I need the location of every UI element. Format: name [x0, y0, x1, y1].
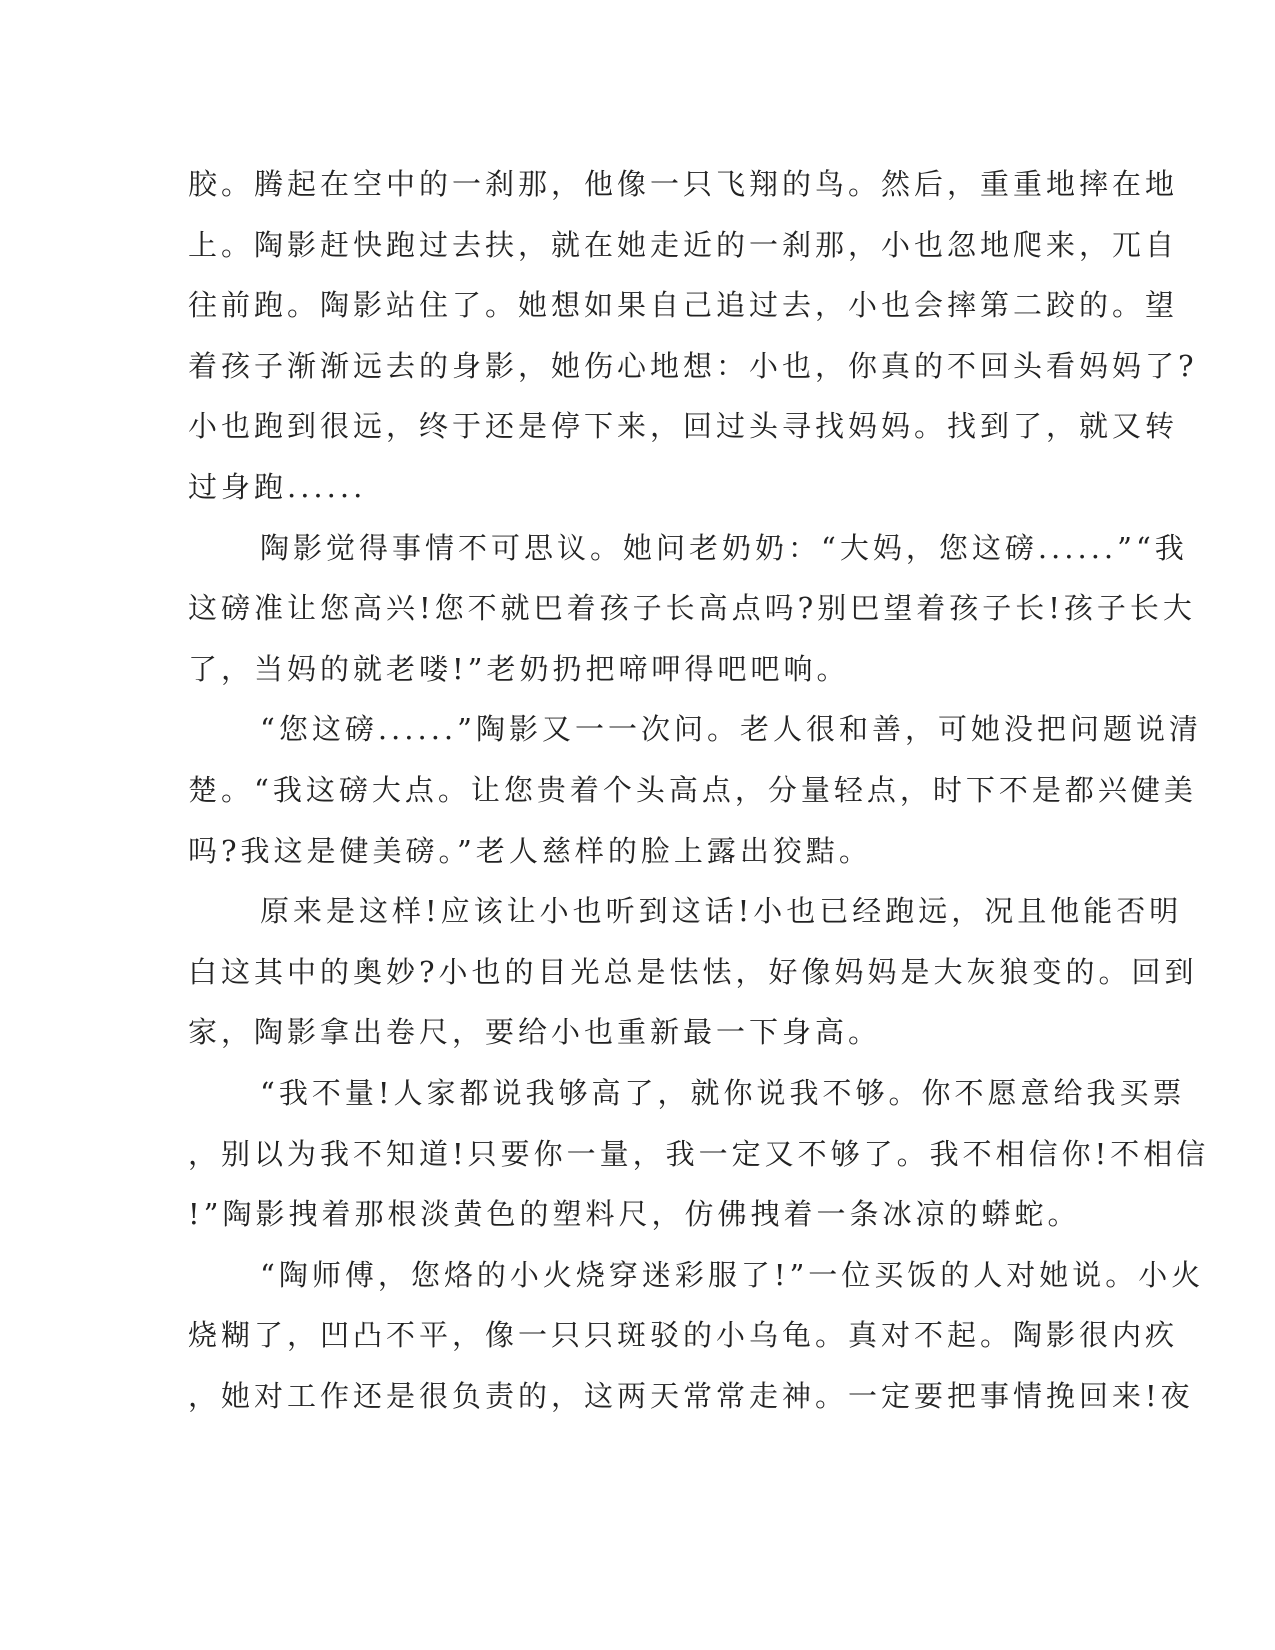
- text-line: 烧糊了，凹凸不平，像一只只斑驳的小乌龟。真对不起。陶影很内疚: [188, 1318, 1179, 1353]
- text-line: 了，当妈的就老喽!”老奶扔把啼呷得吧吧响。: [188, 651, 850, 686]
- text-line: ，她对工作还是很负责的，这两天常常走神。一定要把事情挽回来!夜: [188, 1378, 1194, 1413]
- text-line: !”陶影拽着那根淡黄色的塑料尺，仿佛拽着一条冰凉的蟒蛇。: [188, 1197, 1081, 1232]
- text-line: 过身跑......: [188, 469, 367, 504]
- text-line: 吗?我这是健美磅。”老人慈样的脸上露出狡黠。: [188, 833, 872, 868]
- text-line: 胶。腾起在空中的一刹那，他像一只飞翔的鸟。然后，重重地摔在地: [188, 167, 1179, 201]
- text-line: “您这磅......”陶影又一一次问。老人很和善，可她没把问题说清: [260, 712, 1202, 747]
- text-line: 原来是这样!应该让小也听到这话!小也已经跑远，况且他能否明: [260, 894, 1183, 929]
- text-line: 这磅准让您高兴!您不就巴着孩子长高点吗?别巴望着孩子长!孩子长大: [188, 591, 1196, 626]
- text-line: 上。陶影赶快跑过去扶，就在她走近的一刹那，小也忽地爬来，兀自: [188, 227, 1179, 262]
- text-line: 家，陶影拿出卷尺，要给小也重新最一下身高。: [188, 1015, 882, 1050]
- text-line: “陶师傅，您烙的小火烧穿迷彩服了!”一位买饭的人对她说。小火: [260, 1257, 1205, 1292]
- text-line: ，别以为我不知道!只要你一量，我一定又不够了。我不相信你!不相信: [188, 1136, 1210, 1171]
- text-line: 往前跑。陶影站住了。她想如果自己追过去，小也会摔第二跤的。望: [188, 288, 1179, 323]
- text-line: 陶影觉得事情不可思议。她问老奶奶：“大妈，您这磅......”“我: [260, 530, 1188, 565]
- text-line: “我不量!人家都说我够高了，就你说我不够。你不愿意给我买票: [260, 1075, 1186, 1110]
- text-line: 楚。“我这磅大点。让您贵着个头高点，分量轻点，时下不是都兴健美: [188, 772, 1197, 807]
- body-text: [188, 154, 1210, 1426]
- text-line: 着孩子渐渐远去的身影，她伤心地想：小也，你真的不回头看妈妈了?: [188, 348, 1198, 383]
- text-line: 白这其中的奥妙?小也的目光总是怯怯，好像妈妈是大灰狼变的。回到: [188, 954, 1198, 989]
- text-line: 小也跑到很远，终于还是停下来，回过头寻找妈妈。找到了，就又转: [188, 409, 1179, 444]
